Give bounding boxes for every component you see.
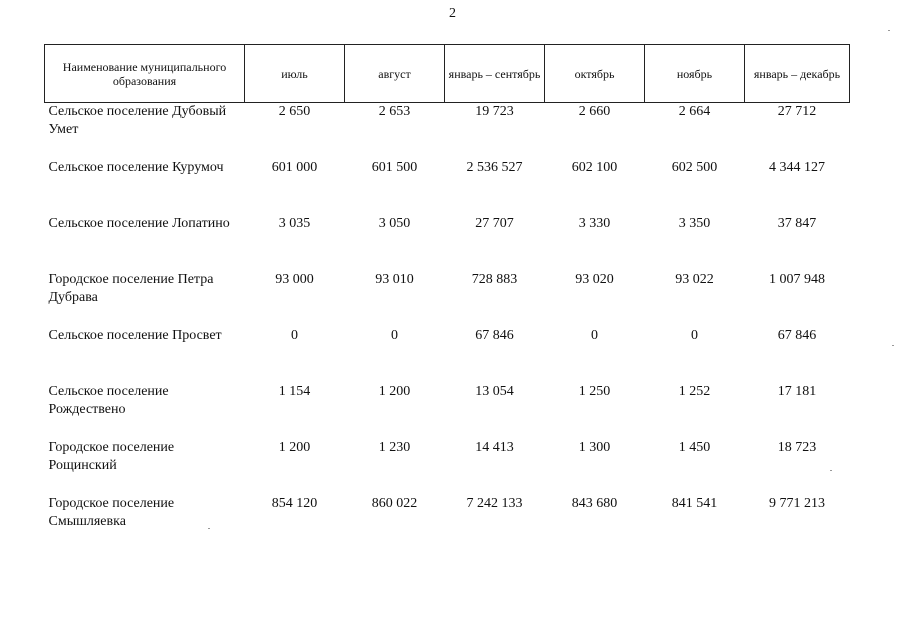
value-cell: 843 680	[571, 496, 618, 511]
header-row	[45, 45, 850, 103]
value-cell: 7 242 133	[466, 496, 523, 511]
value-cell: 2 660	[578, 104, 611, 119]
municipality-name: Сельское поселение Лопатино	[48, 216, 230, 231]
data-table	[44, 44, 850, 551]
value-cell: 602 500	[671, 160, 718, 175]
value-cell: 0	[391, 328, 398, 343]
scan-speck	[888, 30, 890, 31]
value-cell: 602 100	[571, 160, 618, 175]
value-cell: 3 330	[578, 216, 611, 231]
value-cell: 860 022	[371, 496, 418, 511]
value-cell: 93 020	[575, 272, 614, 287]
header-july: июль	[245, 45, 345, 103]
table-row	[45, 271, 850, 327]
table-row	[45, 439, 850, 495]
value-cell: 601 500	[371, 160, 418, 175]
header-november: ноябрь	[645, 45, 745, 103]
header-august: август	[345, 45, 445, 103]
page-number: 2	[449, 6, 456, 21]
value-cell: 14 413	[475, 440, 514, 455]
value-cell: 2 536 527	[466, 160, 523, 175]
value-cell: 1 200	[278, 440, 311, 455]
value-cell: 93 010	[375, 272, 414, 287]
value-cell: 1 230	[378, 440, 411, 455]
value-cell: 27 707	[475, 216, 514, 231]
value-cell: 93 022	[675, 272, 714, 287]
table-row	[45, 383, 850, 439]
header-municipality: Наименование муниципального образования	[45, 45, 245, 103]
table-row	[45, 215, 850, 271]
scan-speck	[892, 345, 894, 346]
value-cell: 1 200	[378, 384, 411, 399]
value-cell: 2 653	[378, 104, 411, 119]
municipality-name: Сельское поселение Рождествено	[48, 384, 169, 417]
table-row	[45, 327, 850, 383]
value-cell: 9 771 213	[769, 496, 825, 511]
value-cell: 3 050	[378, 216, 411, 231]
header-jan-sep: январь – сентябрь	[445, 45, 545, 103]
municipality-name: Сельское поселение Просвет	[48, 328, 222, 343]
value-cell: 67 846	[777, 328, 817, 343]
value-cell: 1 252	[678, 384, 711, 399]
value-cell: 1 007 948	[769, 272, 825, 287]
value-cell: 18 723	[777, 440, 817, 455]
scan-speck	[208, 528, 210, 529]
header-october: октябрь	[545, 45, 645, 103]
municipality-name: Сельское поселение Дубовый Умет	[48, 104, 227, 137]
table-row	[45, 159, 850, 215]
value-cell: 0	[291, 328, 298, 343]
value-cell: 3 035	[278, 216, 311, 231]
value-cell: 728 883	[471, 272, 518, 287]
value-cell: 93 000	[275, 272, 314, 287]
value-cell: 19 723	[475, 104, 514, 119]
value-cell: 2 664	[678, 104, 711, 119]
value-cell: 0	[591, 328, 598, 343]
value-cell: 841 541	[671, 496, 718, 511]
value-cell: 2 650	[278, 104, 311, 119]
value-cell: 1 300	[578, 440, 611, 455]
value-cell: 67 846	[475, 328, 514, 343]
municipality-name: Городское поселение Петра Дубрава	[48, 272, 214, 305]
municipality-name: Городское поселение Смышляевка	[48, 496, 175, 529]
scan-speck	[830, 470, 832, 471]
value-cell: 1 450	[678, 440, 711, 455]
value-cell: 4 344 127	[769, 160, 825, 175]
value-cell: 37 847	[777, 216, 817, 231]
table-row	[45, 103, 850, 160]
value-cell: 27 712	[777, 104, 817, 119]
table-row	[45, 495, 850, 551]
value-cell: 17 181	[777, 384, 817, 399]
value-cell: 854 120	[271, 496, 318, 511]
value-cell: 1 154	[278, 384, 311, 399]
value-cell: 3 350	[678, 216, 711, 231]
value-cell: 0	[691, 328, 698, 343]
header-jan-dec: январь – декабрь	[745, 45, 850, 103]
value-cell: 13 054	[475, 384, 514, 399]
municipality-name: Городское поселение Рощинский	[48, 440, 175, 473]
municipality-name: Сельское поселение Курумоч	[48, 160, 224, 175]
value-cell: 601 000	[271, 160, 318, 175]
value-cell: 1 250	[578, 384, 611, 399]
